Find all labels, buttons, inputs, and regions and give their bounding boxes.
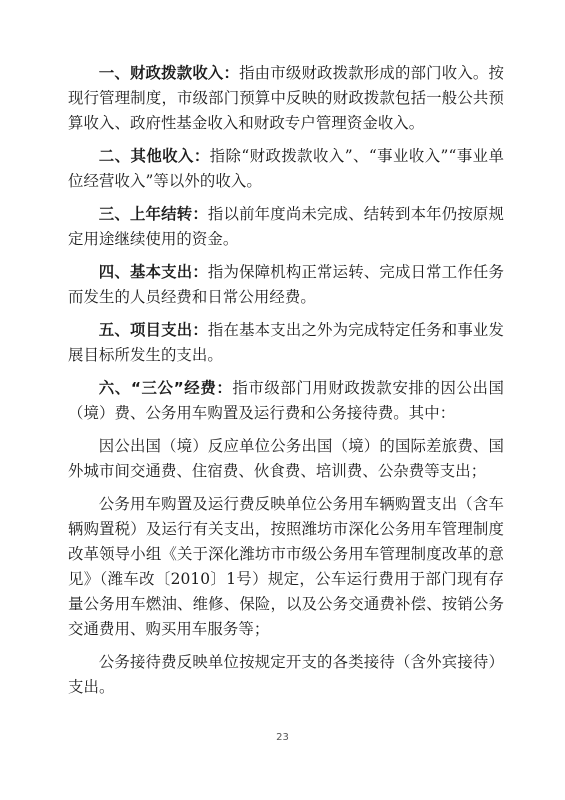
paragraph-term: 一、财政拨款收入： [98, 64, 240, 82]
paragraph-term: 二、其他收入： [98, 147, 210, 165]
paragraph-official-reception [68, 650, 504, 700]
paragraph-prior-year-carryover [68, 202, 504, 252]
paragraph-overseas-travel [68, 434, 504, 484]
paragraph-project-expenditure [68, 318, 504, 368]
paragraph-text: 公务接待费反映单位按规定开支的各类接待（含外宾接待）支出。 [68, 653, 504, 696]
paragraph-term: 四、基本支出： [98, 263, 208, 281]
paragraph-text: 指以前年度尚未完成、结转到本年仍按原规定用途继续使用的资金。 [68, 205, 504, 248]
paragraph-text: 指市级部门用财政拨款安排的因公出国（境）费、公务用车购置及运行费和公务接待费。其中： [68, 379, 504, 422]
paragraph-basic-expenditure [68, 260, 504, 310]
paragraph-text: 指除“财政拨款收入”、“事业收入”“事业单位经营收入”等以外的收入。 [68, 147, 504, 190]
paragraph-text: 指为保障机构正常运转、完成日常工作任务而发生的人员经费和日常公用经费。 [68, 263, 504, 306]
paragraph-other-income [68, 144, 504, 194]
paragraph-three-public-expenses [68, 376, 504, 426]
document-body [68, 61, 504, 708]
page-number: 23 [276, 732, 289, 743]
paragraph-text: 指由市级财政拨款形成的部门收入。按现行管理制度，市级部门预算中反映的财政拨款包括一般公共预算收入、政府性基金收入和财政专户管理资金收入。 [68, 64, 504, 132]
paragraph-text: 指在基本支出之外为完成特定任务和事业发展目标所发生的支出。 [68, 321, 504, 364]
paragraph-text: 公务用车购置及运行费反映单位公务用车辆购置支出（含车辆购置税）及运行有关支出，按照潍坊市深化公务用车管理制度改革领导小组《关于深化潍坊市市级公务用车管理制度改革的意见》（潍车改〔2010〕1号）规定，公车运行费用于部门现有存量公务用车燃油、维修、保险，以及公务交通费补偿、按销公务交通费用、购买用车服务等； [68, 495, 504, 638]
paragraph-official-vehicles [68, 492, 504, 642]
paragraph-term: 六、“三公”经费： [98, 379, 233, 397]
paragraph-fiscal-appropriation-income [68, 61, 504, 136]
paragraph-text: 因公出国（境）反应单位公务出国（境）的国际差旅费、国外城市间交通费、住宿费、伙食费、培训费、公杂费等支出； [68, 437, 504, 480]
paragraph-term: 三、上年结转： [98, 205, 208, 223]
paragraph-term: 五、项目支出： [98, 321, 208, 339]
